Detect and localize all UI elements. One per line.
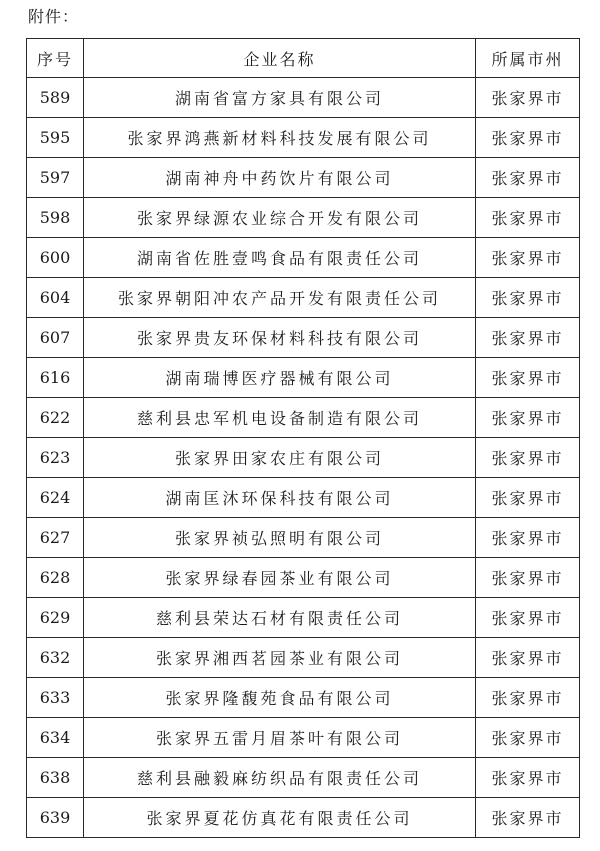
row-company-name: 湖南神舟中药饮片有限公司 bbox=[84, 158, 476, 198]
row-city: 张家界市 bbox=[476, 638, 580, 678]
company-table bbox=[26, 38, 580, 838]
row-city: 张家界市 bbox=[476, 198, 580, 238]
row-city: 张家界市 bbox=[476, 358, 580, 398]
row-city: 张家界市 bbox=[476, 438, 580, 478]
row-city: 张家界市 bbox=[476, 758, 580, 798]
row-number: 589 bbox=[27, 78, 84, 118]
table-row bbox=[27, 118, 580, 158]
row-number: 595 bbox=[27, 118, 84, 158]
row-company-name: 张家界田家农庄有限公司 bbox=[84, 438, 476, 478]
row-city: 张家界市 bbox=[476, 398, 580, 438]
row-city: 张家界市 bbox=[476, 678, 580, 718]
attachment-label: 附件： bbox=[28, 7, 80, 26]
table-row bbox=[27, 278, 580, 318]
row-company-name: 慈利县融毅麻纺织品有限责任公司 bbox=[84, 758, 476, 798]
row-company-name: 湖南瑞博医疗器械有限公司 bbox=[84, 358, 476, 398]
row-number: 639 bbox=[27, 798, 84, 838]
table-row bbox=[27, 718, 580, 758]
row-company-name: 张家界绿春园茶业有限公司 bbox=[84, 558, 476, 598]
table-row bbox=[27, 438, 580, 478]
row-city: 张家界市 bbox=[476, 118, 580, 158]
row-company-name: 张家界绿源农业综合开发有限公司 bbox=[84, 198, 476, 238]
row-city: 张家界市 bbox=[476, 158, 580, 198]
row-city: 张家界市 bbox=[476, 718, 580, 758]
table-row bbox=[27, 238, 580, 278]
table-row bbox=[27, 598, 580, 638]
row-company-name: 张家界祯弘照明有限公司 bbox=[84, 518, 476, 558]
row-city: 张家界市 bbox=[476, 278, 580, 318]
row-company-name: 张家界五雷月眉茶叶有限公司 bbox=[84, 718, 476, 758]
table-row bbox=[27, 198, 580, 238]
row-number: 634 bbox=[27, 718, 84, 758]
row-city: 张家界市 bbox=[476, 318, 580, 358]
row-company-name: 慈利县荣达石材有限责任公司 bbox=[84, 598, 476, 638]
row-number: 616 bbox=[27, 358, 84, 398]
table-row bbox=[27, 398, 580, 438]
row-company-name: 张家界湘西茗园茶业有限公司 bbox=[84, 638, 476, 678]
table-row bbox=[27, 558, 580, 598]
row-city: 张家界市 bbox=[476, 238, 580, 278]
row-number: 600 bbox=[27, 238, 84, 278]
row-city: 张家界市 bbox=[476, 518, 580, 558]
row-number: 629 bbox=[27, 598, 84, 638]
row-company-name: 湖南匡沐环保科技有限公司 bbox=[84, 478, 476, 518]
row-number: 624 bbox=[27, 478, 84, 518]
table-row bbox=[27, 758, 580, 798]
row-number: 604 bbox=[27, 278, 84, 318]
table-row bbox=[27, 158, 580, 198]
row-city: 张家界市 bbox=[476, 78, 580, 118]
row-company-name: 张家界朝阳冲农产品开发有限责任公司 bbox=[84, 278, 476, 318]
row-city: 张家界市 bbox=[476, 598, 580, 638]
row-number: 597 bbox=[27, 158, 84, 198]
row-city: 张家界市 bbox=[476, 478, 580, 518]
row-number: 623 bbox=[27, 438, 84, 478]
header-city: 所属市州 bbox=[476, 39, 580, 78]
row-company-name: 湖南省富方家具有限公司 bbox=[84, 78, 476, 118]
row-company-name: 湖南省佐胜壹鸣食品有限责任公司 bbox=[84, 238, 476, 278]
row-city: 张家界市 bbox=[476, 558, 580, 598]
row-number: 622 bbox=[27, 398, 84, 438]
table-row bbox=[27, 318, 580, 358]
table-row bbox=[27, 678, 580, 718]
row-company-name: 张家界隆馥苑食品有限公司 bbox=[84, 678, 476, 718]
table-header-row bbox=[27, 39, 580, 78]
row-company-name: 慈利县忠军机电设备制造有限公司 bbox=[84, 398, 476, 438]
row-company-name: 张家界贵友环保材料科技有限公司 bbox=[84, 318, 476, 358]
row-company-name: 张家界鸿燕新材料科技发展有限公司 bbox=[84, 118, 476, 158]
table-row bbox=[27, 798, 580, 838]
table-row bbox=[27, 638, 580, 678]
table-row bbox=[27, 78, 580, 118]
row-number: 607 bbox=[27, 318, 84, 358]
header-company-name: 企业名称 bbox=[84, 39, 476, 78]
row-number: 598 bbox=[27, 198, 84, 238]
row-number: 627 bbox=[27, 518, 84, 558]
row-city: 张家界市 bbox=[476, 798, 580, 838]
row-company-name: 张家界夏花仿真花有限责任公司 bbox=[84, 798, 476, 838]
table-row bbox=[27, 478, 580, 518]
header-no: 序号 bbox=[27, 39, 84, 78]
table-row bbox=[27, 518, 580, 558]
row-number: 638 bbox=[27, 758, 84, 798]
row-number: 633 bbox=[27, 678, 84, 718]
row-number: 628 bbox=[27, 558, 84, 598]
row-number: 632 bbox=[27, 638, 84, 678]
table-row bbox=[27, 358, 580, 398]
